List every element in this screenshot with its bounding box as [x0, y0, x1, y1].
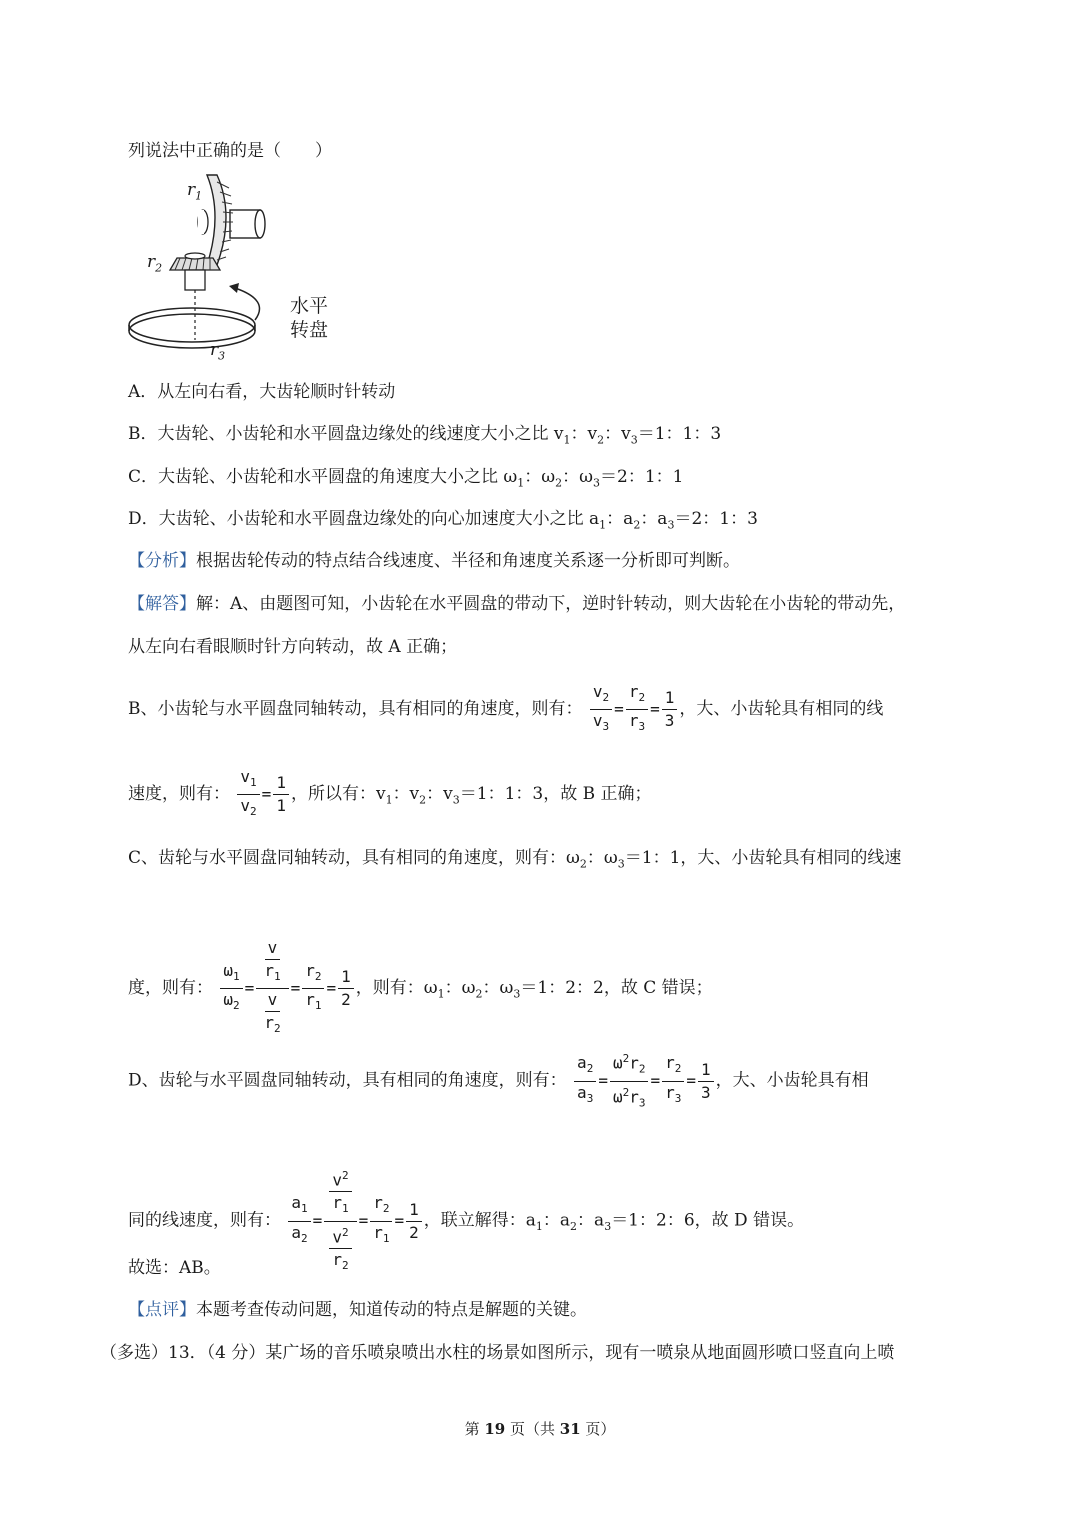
label-r2: $r_2$: [147, 252, 163, 275]
fraction-1-3-d: $\frac{1}{3}$: [698, 1060, 714, 1103]
comment: 【点评】本题考查传动问题，知道传动的特点是解题的关键。: [128, 1300, 587, 1320]
fraction-r2-r3: $\frac{r_2}{r_3}$: [626, 682, 648, 737]
turntable-caption-line1: 水平: [290, 295, 329, 317]
solution-line1: 【解答】解：A、由题图可知，小齿轮在水平圆盘的带动下，逆时针转动，则大齿轮在小齿轮的带动先，: [128, 594, 906, 614]
option-d: D．大齿轮、小齿轮和水平圆盘边缘处的向心加速度大小之比 $a_1$：$a_2$：$a_3=2$：1：3: [128, 509, 758, 532]
label-r1: $r_1$: [187, 180, 203, 203]
gear-diagram-figure: [125, 170, 365, 370]
solution-b-line2: 速度，则有： $\frac{v_1}{v_2}$ = $\frac{1}{1}$ ，所以有：$v_1$：$v_2$：$v_3=1$：1：3，故 B 正确；: [128, 767, 652, 822]
fraction-r2-r3-d: $\frac{r_2}{r_3}$: [662, 1053, 684, 1108]
solution-d-line1: D、齿轮与水平圆盘同轴转动，具有相同的角速度，则有： $\frac{a_2}{a_3}$ = $\frac{\omega^2r_2}{\omega^2r_3}$ = $\frac{r_2}{r_3}$ = $\frac{1}{3}$ ，大、小齿轮具有相: [128, 1049, 869, 1113]
solution-d-line2: 同的线速度，则有： $\frac{a_1}{a_2}$ = $\frac{\frac{v^2}{r_1}}{\frac{v^2}{r_2}}$ = $\frac{r_2}{r_1}$ = $\frac{1}{2}$ ，联立解得：$a_1$：$a_2$：$a_3=1$：2：6，故 D 错误。: [128, 1166, 804, 1276]
option-b: B．大齿轮、小齿轮和水平圆盘边缘处的线速度大小之比 $v_1$：$v_2$：$v_3=1$：1：3: [128, 424, 722, 447]
current-page-number: 19: [484, 1420, 506, 1438]
option-a: A．从左向右看，大齿轮顺时针转动: [128, 382, 396, 402]
fraction-a2-a3: $\frac{a_2}{a_3}$: [574, 1053, 596, 1108]
fraction-r2-r1: $\frac{r_2}{r_1}$: [302, 961, 324, 1016]
fraction-omega2r2-omega2r3: $\frac{\omega^2r_2}{\omega^2r_3}$: [610, 1049, 649, 1113]
solution-line2: 从左向右看眼顺时针方向转动，故 A 正确；: [128, 637, 458, 657]
fraction-a1-a2: $\frac{a_1}{a_2}$: [288, 1193, 310, 1248]
analysis: 【分析】根据齿轮传动的特点结合线速度、半径和角速度关系逐一分析即可判断。: [128, 551, 740, 571]
fraction-compound-v2-r: $\frac{\frac{v^2}{r_1}}{\frac{v^2}{r_2}}$: [324, 1166, 356, 1276]
next-question: （多选）13．（4 分）某广场的音乐喷泉喷出水柱的场景如图所示，现有一喷泉从地面圆形喷口竖直向上喷: [100, 1343, 895, 1363]
fraction-omega1-omega2: $\frac{\omega_1}{\omega_2}$: [220, 961, 242, 1016]
fraction-1-2: $\frac{1}{2}$: [338, 967, 354, 1010]
fraction-1-2-d: $\frac{1}{2}$: [406, 1200, 422, 1243]
fraction-1-3: $\frac{1}{3}$: [662, 688, 678, 731]
question-intro: 列说法中正确的是（ ）: [128, 141, 332, 161]
fraction-1-1: $\frac{1}{1}$: [273, 773, 289, 816]
fraction-r2-r1-d: $\frac{r_2}{r_1}$: [370, 1193, 392, 1248]
solution-c-line2: 度，则有： $\frac{\omega_1}{\omega_2}$ = $\frac{\frac{v}{r_1}}{\frac{v}{r_2}}$ = $\frac{r_2}{r_1}$ = $\frac{1}{2}$ ，则有：$\omega_1$：$\omega_2$：$\omega_3=1$：2：2，故 C 错误；: [128, 938, 713, 1039]
turntable-caption-line2: 转盘: [290, 319, 329, 341]
option-c: C．大齿轮、小齿轮和水平圆盘的角速度大小之比 $\omega_1$：$\omega_2$：$\omega_3=2$：1：1: [128, 467, 684, 490]
fraction-v2-v3: $\frac{v_2}{v_3}$: [590, 682, 612, 737]
total-page-number: 31: [559, 1420, 581, 1438]
fraction-compound-v-r: $\frac{\frac{v}{r_1}}{\frac{v}{r_2}}$: [256, 938, 288, 1039]
solution-answer: 故选：AB。: [128, 1258, 221, 1278]
solution-b-line1: B、小齿轮与水平圆盘同轴转动，具有相同的角速度，则有： $\frac{v_2}{v_3}$ = $\frac{r_2}{r_3}$ = $\frac{1}{3}$ ，大、小齿轮具有相同的线: [128, 682, 883, 737]
fraction-v1-v2: $\frac{v_1}{v_2}$: [237, 767, 259, 822]
label-r3: $r_3$: [210, 340, 226, 363]
page-footer: 第 19 页（共 31 页）: [464, 1420, 616, 1438]
solution-c-line1: C、齿轮与水平圆盘同轴转动，具有相同的角速度，则有：$\omega_2$：$\omega_3=1$：1，大、小齿轮具有相同的线速: [128, 848, 902, 871]
